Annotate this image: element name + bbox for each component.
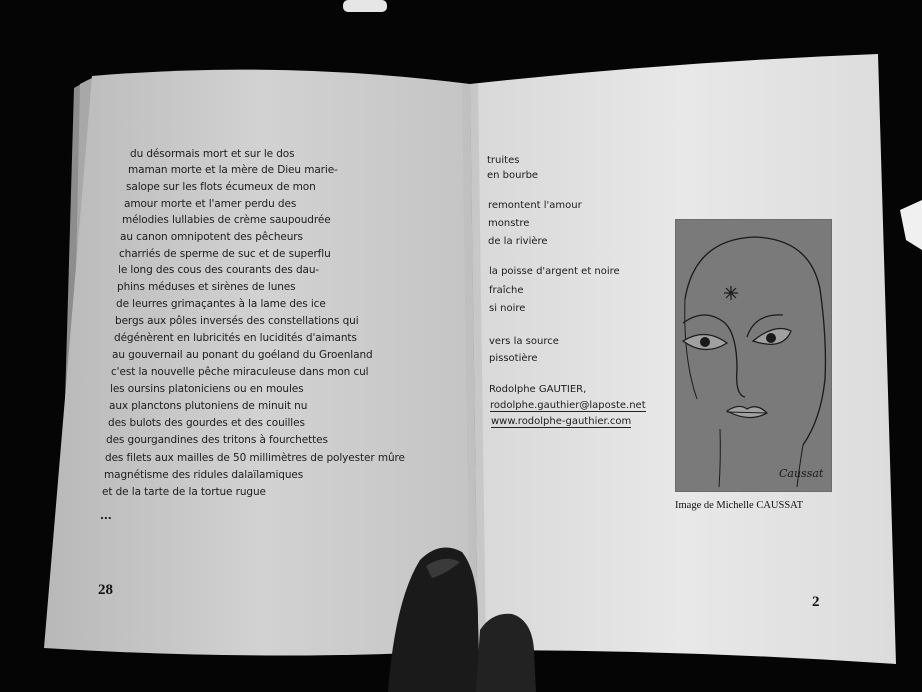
author-name: Rodolphe GAUTIER,: [489, 384, 587, 395]
poem-line: charriés de sperme de suc et de superflu: [119, 248, 331, 260]
poem-line: remontent l'amour: [488, 200, 582, 211]
poem-line: amour morte et l'amer perdu des: [124, 198, 297, 210]
poem-line: monstre: [488, 218, 530, 229]
poem-line: c'est la nouvelle pêche miraculeuse dans mon cul: [111, 366, 369, 378]
poem-line: les oursins platoniciens ou en moules: [110, 383, 304, 395]
left-page-number: 28: [98, 582, 113, 598]
poem-line: phins méduses et sirènes de lunes: [117, 281, 296, 293]
face-drawing-artwork: [675, 219, 832, 492]
poem-line: des bulots des gourdes et des couilles: [108, 417, 305, 429]
poem-line: le long des cous des courants des dau-: [118, 264, 320, 276]
poem-line: vers la source: [489, 336, 559, 347]
right-page-number: 2: [812, 594, 820, 610]
artwork-signature: Caussat: [779, 467, 824, 480]
poem-line: si noire: [489, 303, 526, 314]
poem-line: aux planctons plutoniens de minuit nu: [109, 400, 308, 412]
author-website-link[interactable]: www.rodolphe-gauthier.com: [491, 416, 632, 427]
poem-line: dégénèrent en lubricités en lucidités d'aimants: [114, 332, 357, 344]
poem-line: de la rivière: [488, 236, 548, 247]
poem-line: au gouvernail au ponant du goéland du Groenland: [112, 349, 373, 361]
poem-line: maman morte et la mère de Dieu marie-: [128, 164, 338, 176]
poem-line: au canon omnipotent des pêcheurs: [120, 231, 303, 243]
poem-line: et de la tarte de la tortue rugue: [102, 486, 266, 498]
poem-line: pissotière: [489, 353, 538, 364]
poem-line: truites: [487, 155, 520, 166]
poem-line: la poisse d'argent et noire: [489, 266, 620, 277]
author-email-link[interactable]: rodolphe.gauthier@laposte.net: [490, 400, 646, 411]
poem-line: en bourbe: [487, 170, 539, 181]
poem-line: des gourgandines des tritons à fourchettes: [106, 434, 328, 446]
poem-line: magnétisme des ridules dalaïlamiques: [104, 469, 304, 481]
poem-line: du désormais mort et sur le dos: [130, 148, 295, 160]
poem-ellipsis: ...: [100, 510, 112, 522]
poem-line: bergs aux pôles inversés des constellations qui: [115, 315, 359, 327]
poem-line: mélodies lullabies de crème saupoudrée: [122, 214, 331, 226]
poem-line: de leurres grimaçantes à la lame des ice: [116, 298, 326, 310]
poem-line: des filets aux mailles de 50 millimètres de polyester mûre: [105, 452, 405, 464]
poem-line: fraîche: [489, 285, 524, 296]
image-caption: Image de Michelle CAUSSAT: [675, 500, 804, 511]
poem-line: salope sur les flots écumeux de mon: [126, 181, 316, 193]
